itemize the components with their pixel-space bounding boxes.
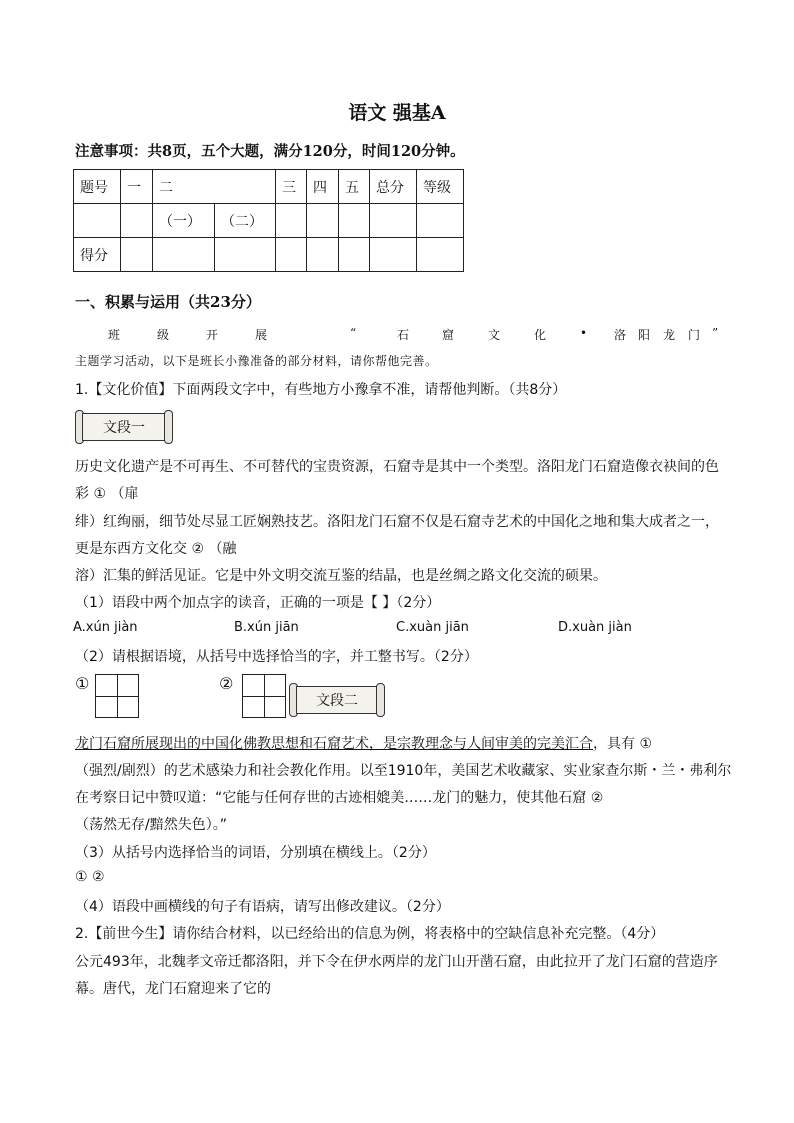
question-1-1: （1）语段中两个加点字的读音，正确的一项是【 】（2分） [75, 595, 441, 611]
intro-char: 洛 [614, 328, 627, 342]
paragraph-line: 彩 ① （扉 [75, 486, 139, 502]
paragraph-tail: ，具有 ① [593, 736, 653, 752]
table-cell: 五 [339, 170, 370, 204]
table-row [74, 204, 464, 238]
paragraph-line: 绯）红绚丽，细节处尽显工匠娴熟技艺。洛阳龙门石窟不仅是石窟寺艺术的中国化之地和集大成者之一， [75, 514, 719, 530]
score-table [73, 169, 464, 272]
intro-char: ” [712, 326, 719, 340]
writing-grid-2[interactable] [242, 674, 286, 718]
intro-line-2: 主题学习活动，以下是班长小豫准备的部分材料，请你帮他完善。 [75, 354, 438, 368]
question-1-3: （3）从括号内选择恰当的词语，分别填在横线上。（2分） [75, 845, 436, 861]
intro-char: 化 [534, 328, 547, 342]
paragraph-line: 在考察日记中赞叹道：“它能与任何存世的古迹相媲美……龙门的魅力，使其他石窟 ② [75, 790, 604, 806]
paragraph-line: （强烈/剧烈）的艺术感染力和社会教化作用。以至1910年，美国艺术收藏家、实业家查尔斯・兰・弗利尔 [75, 763, 732, 779]
table-cell[interactable] [215, 238, 276, 272]
table-cell: 题号 [74, 170, 121, 204]
table-cell[interactable] [417, 238, 464, 272]
table-cell: 等级 [417, 170, 464, 204]
question-1: 1.【文化价值】下面两段文字中，有些地方小豫拿不准，请帮他判断。（共8分） [75, 382, 567, 398]
intro-char: 阳 [638, 328, 651, 342]
table-row [74, 170, 464, 204]
scroll-label-2 [289, 683, 385, 717]
table-cell[interactable] [370, 238, 417, 272]
scroll-rod [376, 683, 385, 717]
question-1-4: （4）语段中画横线的句子有语病，请写出修改建议。（2分） [75, 899, 450, 915]
intro-char: 级 [157, 328, 170, 342]
scroll-label-1 [75, 410, 173, 444]
table-cell[interactable] [339, 238, 370, 272]
paragraph-line: 溶）汇集的鲜活见证。它是中外文明交流互鉴的结晶，也是丝绸之路文化交流的硕果。 [75, 568, 607, 584]
table-cell: 四 [307, 170, 339, 204]
paragraph-line: 公元493年，北魏孝文帝迁都洛阳，并下令在伊水两岸的龙门山开凿石窟，由此拉开了龙门石窟的营造序 [75, 954, 718, 970]
question-1-2: （2）请根据语境，从括号中选择恰当的字，并工整书写。（2分） [75, 649, 478, 665]
paragraph-line: 更是东西方文化交 ② （融 [75, 541, 237, 557]
intro-char: 班 [108, 328, 121, 342]
table-cell: 二 [153, 170, 276, 204]
table-cell[interactable] [121, 238, 153, 272]
table-cell[interactable] [153, 238, 215, 272]
table-cell: （一） [153, 204, 215, 238]
table-cell[interactable] [276, 238, 307, 272]
answer-marks: ① ② [75, 869, 105, 885]
question-2: 2.【前世今生】请你结合材料，以已经给出的信息为例，将表格中的空缺信息补充完整。（4分） [75, 926, 665, 942]
intro-char: 展 [255, 328, 268, 342]
table-row [74, 238, 464, 272]
page-title: 语文 强基A [348, 102, 446, 124]
table-cell[interactable] [307, 238, 339, 272]
intro-char: • [580, 326, 588, 340]
option-b[interactable]: B.xún jiān [234, 620, 299, 635]
table-cell [339, 204, 370, 238]
table-cell [370, 204, 417, 238]
table-cell [276, 204, 307, 238]
paragraph-line: 历史文化遗产是不可再生、不可替代的宝贵资源，石窟寺是其中一个类型。洛阳龙门石窟造像衣袂间的色 [75, 459, 719, 475]
table-cell: （二） [215, 204, 276, 238]
answer-mark-1: ① [75, 674, 90, 693]
intro-char: 文 [488, 328, 501, 342]
table-cell [121, 204, 153, 238]
intro-char: 龙 [663, 328, 676, 342]
table-cell [417, 204, 464, 238]
paragraph-line [75, 733, 652, 753]
table-cell [307, 204, 339, 238]
scroll-text: 文段二 [296, 686, 378, 714]
paragraph-line: （荡然无存/黯然失色）。” [75, 817, 227, 833]
intro-char: 门 [688, 328, 701, 342]
answer-mark-2: ② [219, 674, 234, 693]
option-d[interactable]: D.xuàn jiàn [558, 620, 632, 635]
paragraph-line: 幕。唐代，龙门石窟迎来了它的 [75, 981, 271, 997]
intro-char: 窟 [442, 328, 455, 342]
table-cell: 三 [276, 170, 307, 204]
option-a[interactable]: A.xún jiàn [73, 620, 138, 635]
section-heading: 一、积累与运用（共23分） [75, 293, 261, 311]
table-cell: 总分 [370, 170, 417, 204]
option-c[interactable]: C.xuàn jiān [396, 620, 469, 635]
writing-grid-1[interactable] [95, 674, 139, 718]
intro-char: 开 [206, 328, 219, 342]
table-cell: 一 [121, 170, 153, 204]
intro-char: “ [350, 326, 357, 340]
table-cell [74, 204, 121, 238]
scroll-rod [164, 410, 173, 444]
scroll-text: 文段一 [82, 413, 166, 441]
underlined-sentence: 龙门石窟所展现出的中国化佛教思想和石窟艺术，是宗教理念与人间审美的完美汇合 [75, 736, 593, 752]
table-cell: 得分 [74, 238, 121, 272]
intro-char: 石 [397, 328, 410, 342]
notice: 注意事项：共8页，五个大题，满分120分，时间120分钟。 [75, 143, 465, 160]
